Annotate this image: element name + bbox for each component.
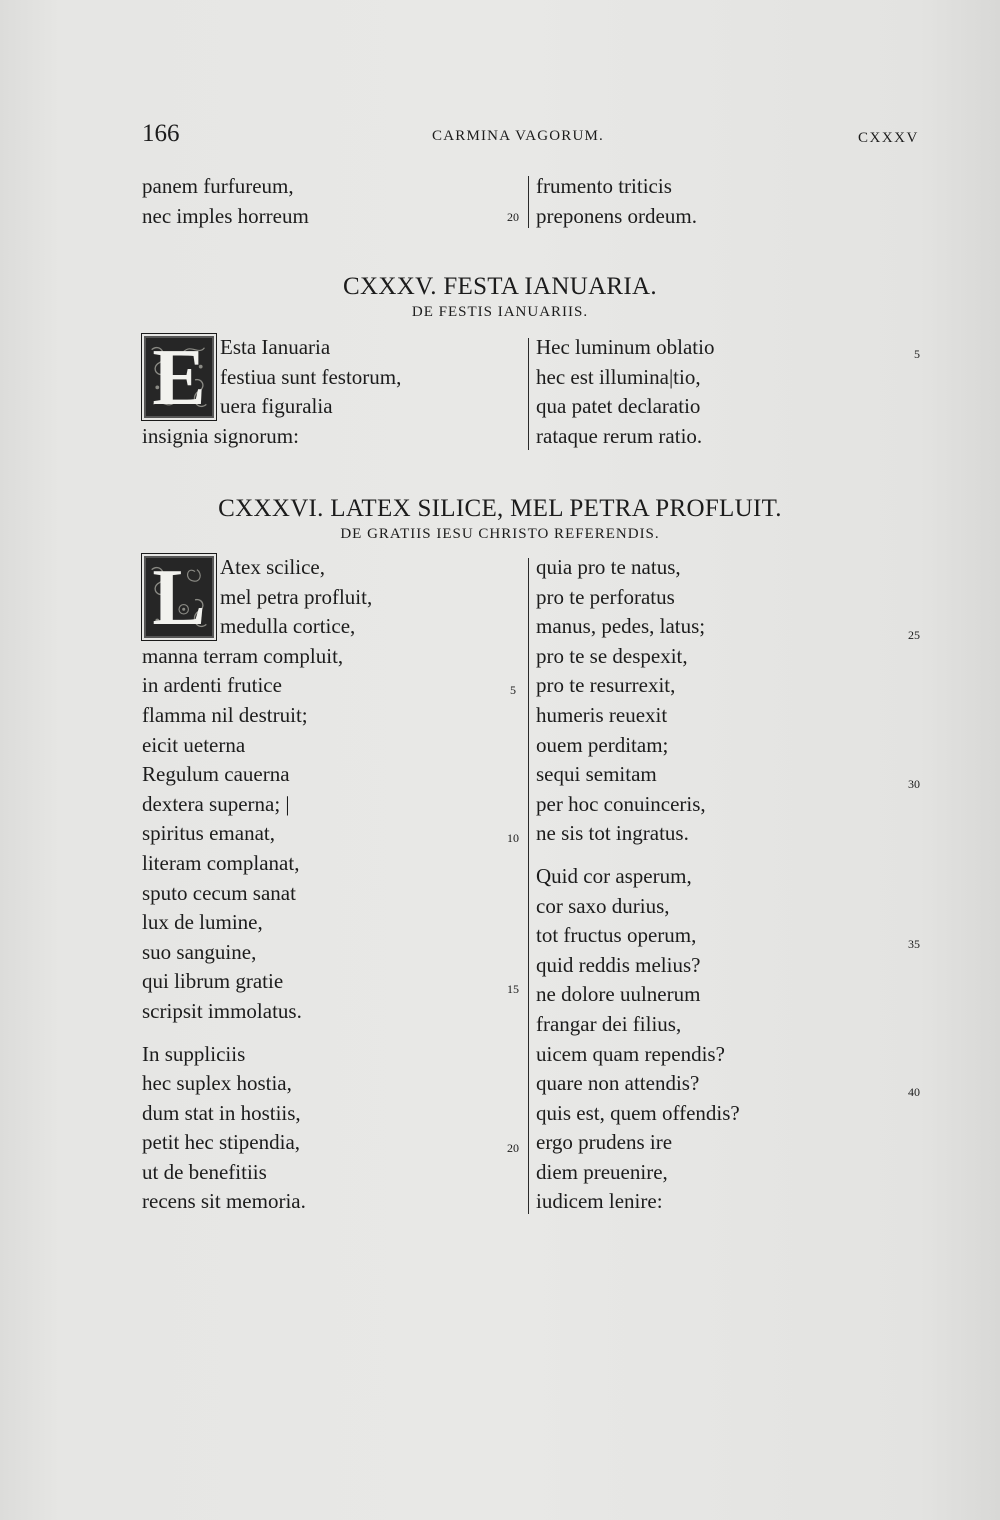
verse-line: hec est illumina|tio, — [536, 364, 701, 389]
verse-line: ergo prudens ire — [536, 1130, 673, 1155]
verse-line: spiritus emanat, — [142, 821, 275, 846]
verse-line: eicit ueterna — [142, 732, 246, 757]
line-number: 25 — [908, 628, 920, 642]
column-divider — [528, 338, 529, 450]
verse-line: frangar dei filius, — [536, 1011, 682, 1036]
verse-line: mel petra profluit, — [220, 584, 373, 609]
verse-line: quia pro te natus, — [536, 555, 681, 579]
verse-line: ut de benefitiis — [142, 1159, 267, 1184]
verse-line: pro te se despexit, — [536, 643, 688, 668]
verse-line: pro te perforatus — [536, 584, 675, 609]
verse-line: festiua sunt festorum, — [220, 364, 402, 389]
verse-line: literam complanat, — [142, 850, 300, 875]
verse-line: scripsit immolatus. — [142, 998, 302, 1023]
verse-line: petit hec stipendia, — [142, 1130, 301, 1155]
verse-line: Regulum cauerna — [142, 762, 290, 787]
verse-line: pro te resurrexit, — [536, 673, 676, 698]
verse-line: frumento triticis — [536, 174, 672, 198]
verse-line: In suppliciis — [142, 1041, 246, 1066]
section-135-right — [536, 333, 714, 451]
verse-line: humeris reuexit — [536, 702, 668, 727]
section-title: CXXXVI. LATEX SILICE, MEL PETRA PROFLUIT. — [218, 495, 782, 522]
verse-line: per hoc conuinceris, — [536, 791, 706, 816]
line-number: 15 — [507, 982, 519, 996]
column-divider — [528, 558, 529, 1214]
verse-line: suo sanguine, — [142, 939, 257, 964]
verse-line: qui librum gratie — [142, 969, 284, 994]
section-number: CXXXV — [858, 130, 919, 146]
verse-line: diem preuenire, — [536, 1159, 668, 1184]
line-number: 5 — [914, 347, 920, 361]
verse-line: manus, pedes, latus; — [536, 614, 706, 639]
section-title: CXXXV. FESTA IANUARIA. — [343, 273, 657, 300]
line-number: 10 — [507, 831, 519, 845]
verse-line: dextera superna; | — [142, 791, 290, 816]
verse-line: ne sis tot ingratus. — [536, 821, 689, 846]
verse-line: ne dolore uulnerum — [536, 982, 701, 1007]
top-fragment-right — [536, 172, 697, 231]
section-136-left — [142, 553, 372, 1217]
column-divider — [528, 176, 529, 228]
verse-line: medulla cortice, — [220, 614, 356, 639]
line-number: 30 — [908, 777, 920, 791]
verse-line: insignia signorum: — [142, 423, 299, 448]
verse-line: iudicem lenire: — [536, 1189, 663, 1214]
initial-letter: L — [152, 554, 206, 642]
verse-line: quid reddis melius? — [536, 952, 701, 977]
verse-line: qua patet declaratio — [536, 394, 701, 419]
section-135-left — [142, 333, 401, 451]
verse-line: sputo cecum sanat — [142, 880, 296, 905]
section-136-right — [536, 553, 740, 1217]
verse-line: lux de lumine, — [142, 910, 263, 935]
verse-line: Atex scilice, — [220, 555, 325, 579]
verse-line: uicem quam rependis? — [536, 1041, 725, 1066]
page-number: 166 — [142, 120, 180, 147]
line-number: 40 — [908, 1085, 920, 1099]
section-subtitle: DE FESTIS IANUARIIS. — [411, 304, 589, 320]
verse-line: in ardenti frutice — [142, 673, 282, 698]
verse-line: rataque rerum ratio. — [536, 423, 703, 448]
verse-line: recens sit memoria. — [142, 1189, 306, 1214]
line-number: 35 — [908, 937, 920, 951]
verse-line: dum stat in hostiis, — [142, 1100, 301, 1125]
verse-line: manna terram compluit, — [142, 643, 344, 668]
verse-line: uera figuralia — [220, 394, 333, 419]
verse-line: Esta Ianuaria — [220, 335, 331, 359]
line-number: 20 — [507, 210, 519, 224]
verse-line: flamma nil destruit; — [142, 702, 308, 727]
verse-line: cor saxo durius, — [536, 893, 670, 918]
top-fragment-left — [142, 172, 309, 231]
running-title: CARMINA VAGORUM. — [432, 128, 605, 144]
section-subtitle: DE GRATIIS IESU CHRISTO REFERENDIS. — [340, 526, 660, 542]
verse-line: sequi semitam — [536, 762, 657, 787]
initial-letter: E — [152, 334, 206, 422]
verse-line: nec imples horreum — [142, 203, 309, 228]
verse-line: Quid cor asperum, — [536, 863, 692, 888]
verse-line: ouem perditam; — [536, 732, 669, 757]
verse-line: tot fructus operum, — [536, 923, 697, 948]
verse-line: preponens ordeum. — [536, 203, 697, 228]
line-number: 5 — [510, 683, 516, 697]
verse-line: Hec luminum oblatio — [536, 335, 715, 359]
verse-line: quis est, quem offendis? — [536, 1100, 740, 1125]
verse-line: panem furfureum, — [142, 174, 294, 198]
line-number: 20 — [507, 1141, 519, 1155]
verse-line: quare non attendis? — [536, 1071, 700, 1096]
verse-line: hec suplex hostia, — [142, 1071, 292, 1096]
